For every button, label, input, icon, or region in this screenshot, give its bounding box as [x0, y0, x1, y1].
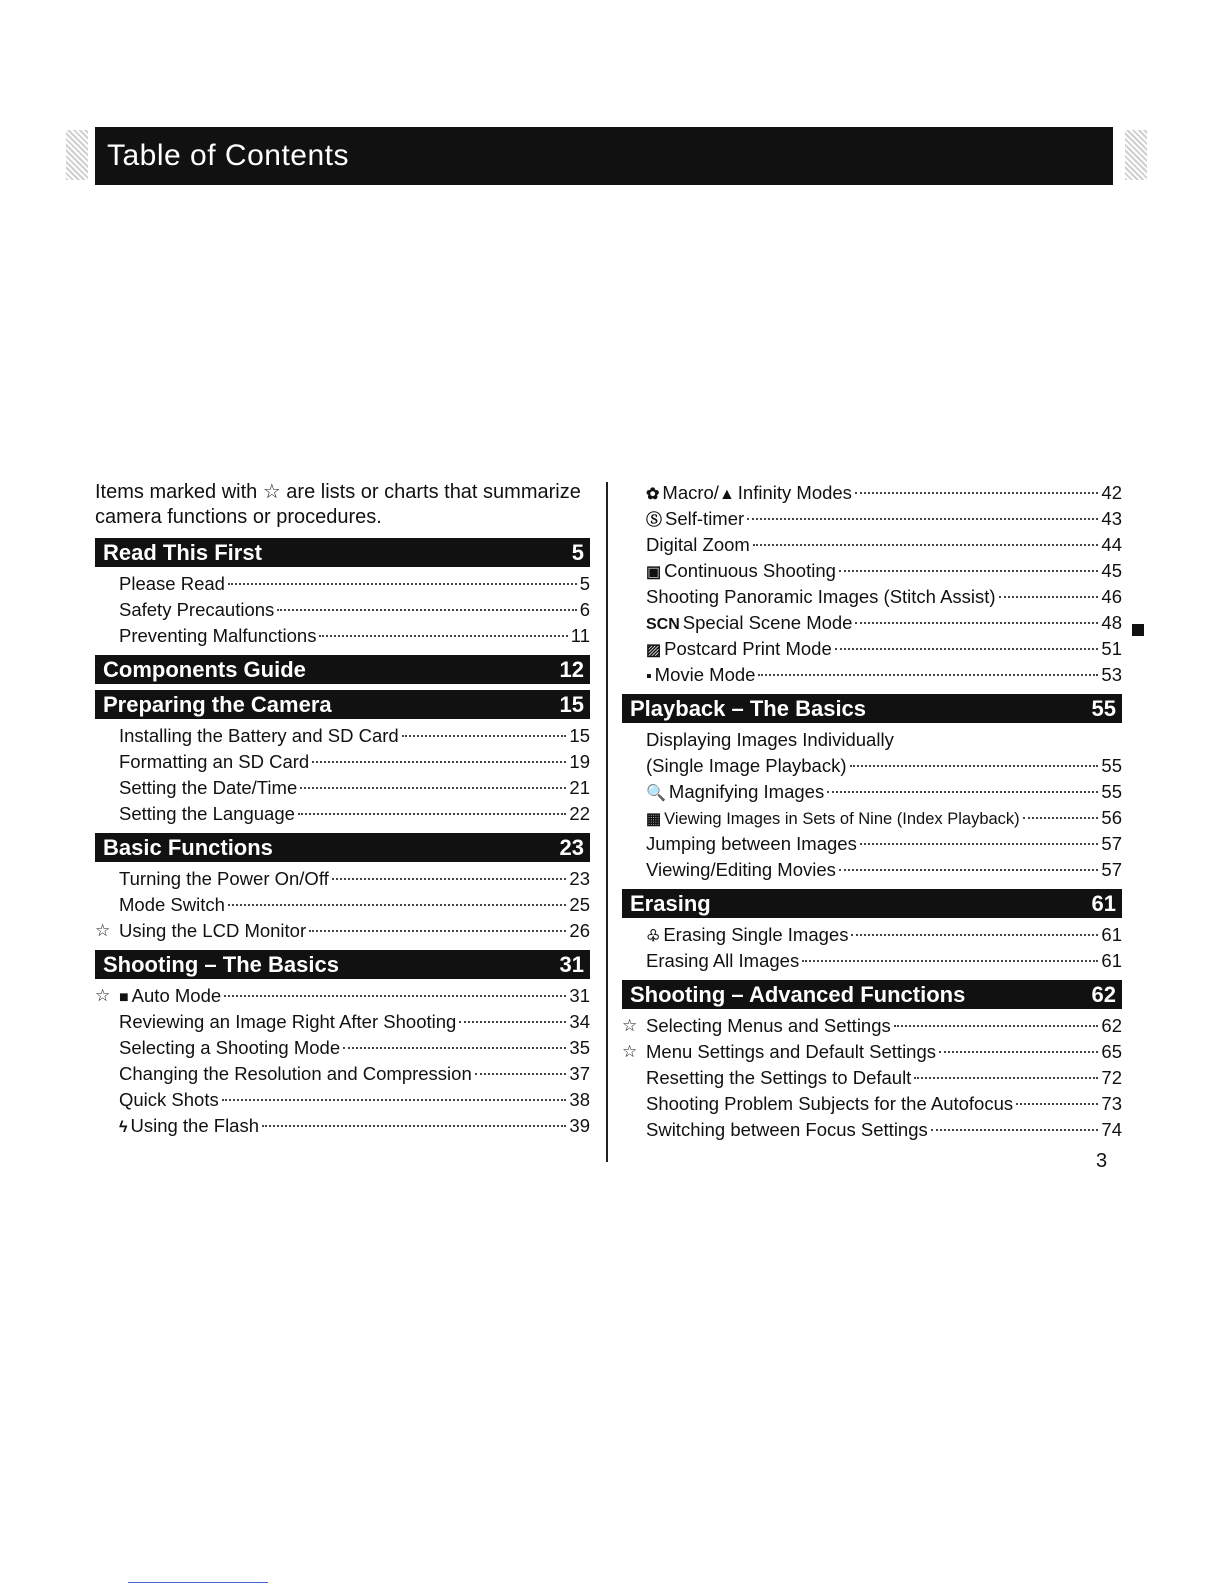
section-page: 23 — [559, 835, 584, 860]
section-page: 31 — [559, 952, 584, 977]
leader-dots — [1016, 1103, 1098, 1105]
entry-label: Postcard Print Mode — [664, 638, 832, 659]
entry-page: 37 — [569, 1063, 590, 1084]
entry-label: Selecting a Shooting Mode — [119, 1037, 341, 1058]
section-read-this-first[interactable] — [95, 538, 590, 567]
entry-label: Switching between Focus Settings — [646, 1119, 928, 1140]
entry-label: Selecting Menus and Settings — [646, 1015, 891, 1036]
entry-label: Installing the Battery and SD Card — [119, 725, 399, 746]
leader-dots — [343, 1047, 566, 1049]
entry-page: 45 — [1101, 560, 1122, 581]
entry-label: Continuous Shooting — [664, 560, 836, 581]
star-icon: ☆ — [95, 986, 111, 1005]
entry-label: Viewing/Editing Movies — [646, 859, 836, 880]
section-page: 62 — [1091, 982, 1116, 1007]
toc-entry[interactable] — [622, 922, 1122, 948]
leader-dots — [300, 787, 566, 789]
leader-dots — [855, 492, 1098, 494]
entry-label: Safety Precautions — [119, 599, 275, 620]
leader-dots — [894, 1025, 1099, 1027]
self-timer-icon: Ⓢ — [646, 512, 663, 529]
leader-dots — [855, 622, 1098, 624]
section-shooting-advanced[interactable] — [622, 980, 1122, 1009]
leader-dots — [312, 761, 566, 763]
entry-page: 57 — [1101, 859, 1122, 880]
toc-entry[interactable] — [622, 584, 1122, 610]
leader-dots — [224, 995, 566, 997]
leader-dots — [999, 596, 1099, 598]
entry-page: 5 — [579, 573, 590, 594]
section-title: Erasing — [630, 891, 711, 916]
entry-page: 55 — [1101, 781, 1122, 802]
entry-page: 25 — [569, 894, 590, 915]
leader-dots — [802, 960, 1098, 962]
toc-entry[interactable] — [95, 571, 590, 597]
entry-label: Erasing All Images — [646, 950, 800, 971]
toc-entry[interactable] — [95, 1113, 590, 1139]
section-page: 12 — [559, 657, 584, 682]
entry-page: 57 — [1101, 833, 1122, 854]
margin-marker — [1132, 624, 1144, 636]
toc-entry[interactable] — [622, 610, 1122, 636]
entry-label: Auto Mode — [131, 985, 222, 1006]
entry-label: Reviewing an Image Right After Shooting — [119, 1011, 457, 1032]
entry-label: Viewing Images in Sets of Nine (Index Playback) — [664, 810, 1020, 828]
entry-label: Turning the Power On/Off — [119, 868, 329, 889]
entry-label: Special Scene Mode — [682, 612, 853, 633]
entry-label: Macro/ — [662, 482, 719, 503]
infinity-icon: ▲ — [718, 486, 735, 503]
leader-dots — [747, 518, 1098, 520]
column-divider — [606, 482, 608, 1162]
leader-dots — [459, 1021, 566, 1023]
entry-label-2: Infinity Modes — [737, 482, 852, 503]
entry-page: 44 — [1101, 534, 1122, 555]
continuous-shooting-icon: ▣ — [646, 564, 662, 581]
section-basic-functions[interactable] — [95, 833, 590, 862]
entry-label: Digital Zoom — [646, 534, 750, 555]
postcard-icon: ▨ — [646, 642, 662, 659]
toc-entry[interactable] — [95, 597, 590, 623]
leader-dots — [277, 609, 576, 611]
star-icon: ☆ — [622, 1016, 638, 1035]
toc-entry[interactable] — [95, 623, 590, 649]
entry-page: 31 — [569, 985, 590, 1006]
leader-dots — [850, 765, 1099, 767]
entry-page: 61 — [1101, 924, 1122, 945]
toc-entry[interactable] — [622, 1065, 1122, 1091]
toc-entry[interactable] — [622, 1091, 1122, 1117]
section-erasing[interactable] — [622, 889, 1122, 918]
entry-page: 15 — [569, 725, 590, 746]
toc-entry[interactable] — [95, 775, 590, 801]
toc-entry[interactable] — [95, 1035, 590, 1061]
entry-page: 51 — [1101, 638, 1122, 659]
page-number: 3 — [1096, 1150, 1108, 1172]
entry-label: Menu Settings and Default Settings — [646, 1041, 937, 1062]
toc-entry[interactable] — [622, 831, 1122, 857]
toc-entry[interactable] — [95, 723, 590, 749]
star-icon: ☆ — [95, 921, 111, 940]
entry-page: 35 — [569, 1037, 590, 1058]
toc-entry[interactable] — [622, 506, 1122, 532]
entry-label: Erasing Single Images — [663, 924, 849, 945]
section-page: 15 — [559, 692, 584, 717]
leader-dots — [298, 813, 567, 815]
entry-label: Resetting the Settings to Default — [646, 1067, 912, 1088]
entry-label: Displaying Images Individually — [646, 729, 894, 750]
entry-page: 55 — [1101, 755, 1122, 776]
toc-entry[interactable] — [95, 983, 590, 1009]
toc-entry[interactable] — [622, 480, 1122, 506]
entry-page: 21 — [569, 777, 590, 798]
toc-left-column — [95, 480, 590, 1139]
intro-text: Items marked with ☆ are lists or charts that summarize camera functions or procedures. — [95, 481, 581, 528]
flash-icon: ϟ — [119, 1119, 128, 1136]
entry-label: Using the LCD Monitor — [119, 920, 307, 941]
entry-page: 19 — [569, 751, 590, 772]
leader-dots — [222, 1099, 567, 1101]
section-preparing-camera[interactable] — [95, 690, 590, 719]
section-title: Playback – The Basics — [630, 696, 867, 721]
index-playback-icon: ▦ — [646, 811, 662, 828]
entry-page: 62 — [1101, 1015, 1122, 1036]
entry-label: Shooting Panoramic Images (Stitch Assist) — [646, 586, 996, 607]
toc-entry[interactable] — [622, 1117, 1122, 1143]
scan-edge-mark-right — [1125, 130, 1147, 180]
leader-dots — [827, 791, 1098, 793]
section-page: 55 — [1091, 696, 1116, 721]
leader-dots — [939, 1051, 1098, 1053]
toc-entry[interactable] — [622, 727, 1122, 753]
entry-label: (Single Image Playback) — [646, 755, 847, 776]
toc-entry[interactable] — [622, 532, 1122, 558]
toc-entry[interactable] — [622, 662, 1122, 688]
entry-label: Preventing Malfunctions — [119, 625, 317, 646]
leader-dots — [839, 570, 1099, 572]
entry-page: 53 — [1101, 664, 1122, 685]
leader-dots — [931, 1129, 1099, 1131]
movie-icon: ▪ — [646, 668, 652, 685]
toc-entry[interactable] — [622, 948, 1122, 974]
entry-page: 23 — [569, 868, 590, 889]
entry-label: Quick Shots — [119, 1089, 219, 1110]
entry-page: 34 — [569, 1011, 590, 1032]
toc-entry[interactable] — [95, 801, 590, 827]
entry-page: 42 — [1101, 482, 1122, 503]
section-page: 61 — [1091, 891, 1116, 916]
entry-label: Movie Mode — [654, 664, 756, 685]
entry-page: 73 — [1101, 1093, 1122, 1114]
leader-dots — [914, 1077, 1098, 1079]
macro-icon: ✿ — [646, 486, 660, 503]
leader-dots — [851, 934, 1098, 936]
section-title: Read This First — [103, 540, 262, 565]
leader-dots — [309, 930, 566, 932]
section-page: 5 — [571, 540, 584, 565]
entry-page: 48 — [1101, 612, 1122, 633]
entry-label: Jumping between Images — [646, 833, 857, 854]
toc-entry[interactable] — [622, 779, 1122, 805]
entry-page: 6 — [579, 599, 590, 620]
entry-page: 38 — [569, 1089, 590, 1110]
leader-dots — [228, 904, 567, 906]
entry-page: 65 — [1101, 1041, 1122, 1062]
leader-dots — [475, 1073, 567, 1075]
entry-label: Please Read — [119, 573, 225, 594]
erase-icon: ♧ — [646, 928, 661, 945]
magnify-icon: 🔍 — [646, 785, 666, 802]
section-shooting-basics[interactable] — [95, 950, 590, 979]
page-title: Table of Contents — [95, 127, 1113, 185]
footer-rule — [128, 1582, 268, 1583]
leader-dots — [835, 648, 1099, 650]
entry-label: Self-timer — [665, 508, 745, 529]
entry-page: 74 — [1101, 1119, 1122, 1140]
toc-entry[interactable] — [622, 857, 1122, 883]
leader-dots — [753, 544, 1099, 546]
leader-dots — [262, 1125, 566, 1127]
scene-mode-icon: SCN — [646, 616, 680, 633]
toc-entry[interactable] — [95, 892, 590, 918]
entry-label: Shooting Problem Subjects for the Autofocus — [646, 1093, 1014, 1114]
entry-page: 72 — [1101, 1067, 1122, 1088]
entry-label: Setting the Date/Time — [119, 777, 298, 798]
entry-label: Using the Flash — [130, 1115, 260, 1136]
leader-dots — [758, 674, 1098, 676]
toc-entry[interactable] — [95, 1087, 590, 1113]
section-title: Basic Functions — [103, 835, 273, 860]
section-title: Preparing the Camera — [103, 692, 332, 717]
toc-right-column — [622, 480, 1122, 1143]
section-title: Shooting – Advanced Functions — [630, 982, 966, 1007]
toc-entry[interactable] — [622, 1039, 1122, 1065]
leader-dots — [1023, 817, 1099, 819]
entry-page: 43 — [1101, 508, 1122, 529]
section-playback-basics[interactable] — [622, 694, 1122, 723]
leader-dots — [402, 735, 567, 737]
toc-entry[interactable] — [622, 558, 1122, 584]
entry-page: 11 — [570, 625, 590, 646]
entry-page: 22 — [569, 803, 590, 824]
toc-entry[interactable] — [95, 866, 590, 892]
leader-dots — [319, 635, 567, 637]
section-components-guide[interactable] — [95, 655, 590, 684]
toc-entry[interactable] — [622, 1013, 1122, 1039]
entry-label: Formatting an SD Card — [119, 751, 310, 772]
leader-dots — [332, 878, 567, 880]
leader-dots — [228, 583, 577, 585]
entry-label: Setting the Language — [119, 803, 295, 824]
entry-page: 56 — [1101, 807, 1122, 828]
entry-page: 39 — [569, 1115, 590, 1136]
toc-entry[interactable] — [95, 1009, 590, 1035]
entry-page: 46 — [1101, 586, 1122, 607]
camera-icon: ■ — [119, 989, 129, 1006]
entry-label: Mode Switch — [119, 894, 225, 915]
star-icon: ☆ — [622, 1042, 638, 1061]
toc-entry[interactable] — [95, 749, 590, 775]
toc-entry[interactable] — [622, 805, 1122, 831]
entry-label: Magnifying Images — [668, 781, 825, 802]
entry-page: 61 — [1101, 950, 1122, 971]
leader-dots — [839, 869, 1099, 871]
entry-page: 26 — [569, 920, 590, 941]
section-title: Components Guide — [103, 657, 306, 682]
scan-edge-mark-left — [66, 130, 88, 180]
toc-entry[interactable] — [622, 753, 1122, 779]
toc-entry[interactable] — [95, 918, 590, 944]
leader-dots — [860, 843, 1099, 845]
toc-entry[interactable] — [95, 1061, 590, 1087]
toc-entry[interactable] — [622, 636, 1122, 662]
entry-label: Changing the Resolution and Compression — [119, 1063, 472, 1084]
section-title: Shooting – The Basics — [103, 952, 339, 977]
